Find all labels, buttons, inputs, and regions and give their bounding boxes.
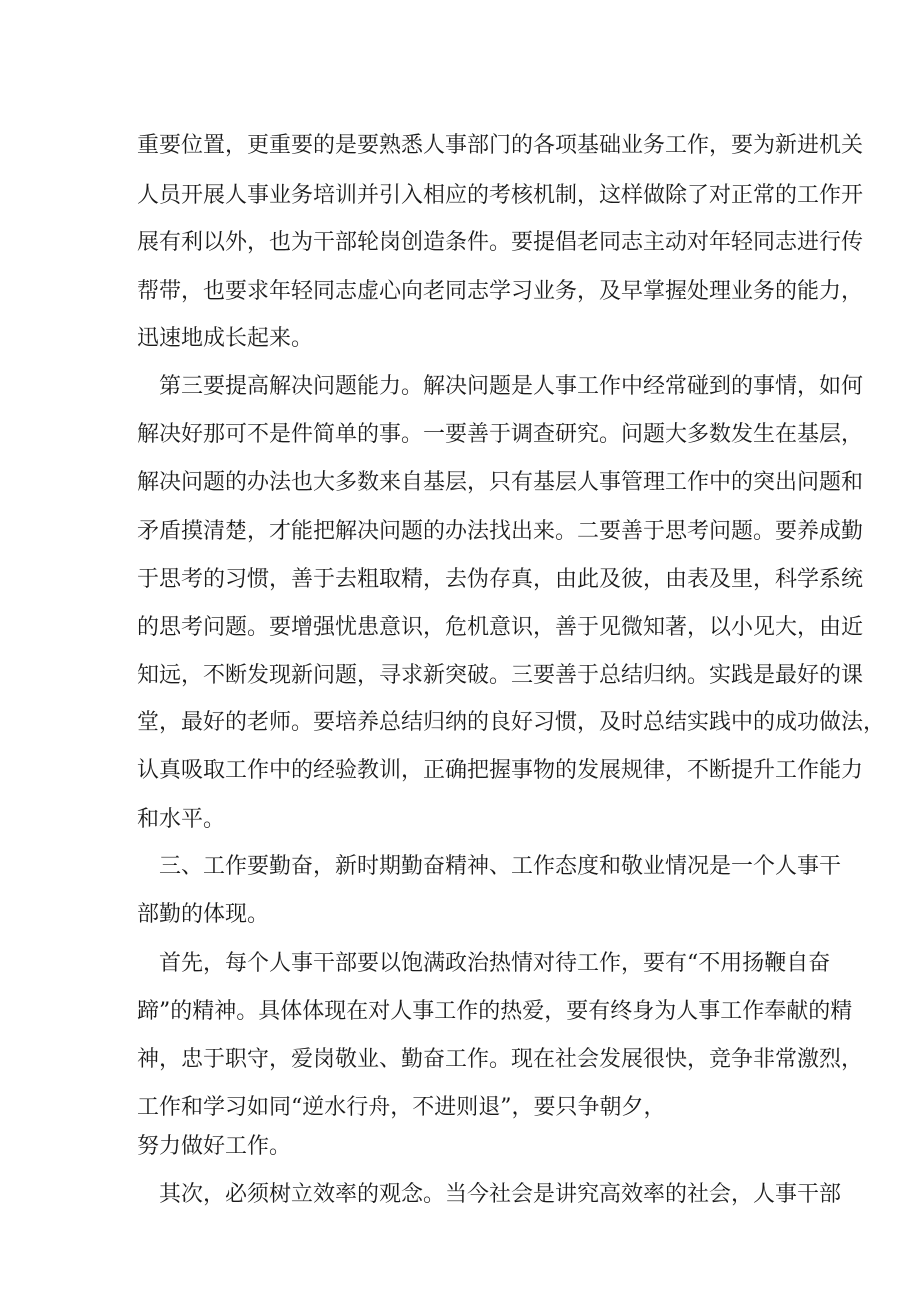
text-line: 和水平。 [137,807,226,832]
text-line: 知远，不断发现新问题，寻求新突破。三要善于总结归纳。实践是最好的课 [137,663,864,688]
text-line: 首先，每个人事干部要以饱满政治热情对待工作，要有“不用扬鞭自奋 [159,951,831,976]
text-line: 矛盾摸清楚，才能把解决问题的办法找出来。二要善于思考问题。要养成勤 [137,519,864,544]
text-line: 其次，必须树立效率的观念。当今社会是讲究高效率的社会，人事干部 [159,1182,842,1207]
text-line: 人员开展人事业务培训并引入相应的考核机制，这样做除了对正常的工作开 [137,183,864,208]
text-line: 蹄”的精神。具体体现在对人事工作的热爱，要有终身为人事工作奉献的精 [137,999,853,1024]
text-line: 第三要提高解决问题能力。解决问题是人事工作中经常碰到的事情，如何 [159,374,864,399]
text-line: 的思考问题。要增强忧患意识，危机意识，善于见微知著，以小见大，由近 [137,615,864,640]
text-line: 部勤的体现。 [137,902,270,927]
text-line: 工作和学习如同“逆水行舟，不进则退”，要只争朝夕， [137,1095,666,1120]
text-line: 展有利以外，也为干部轮岗创造条件。要提倡老同志主动对年轻同志进行传 [137,230,864,255]
text-line: 于思考的习惯，善于去粗取精，去伪存真，由此及彼，由表及里，科学系统 [137,567,864,592]
text-line: 认真吸取工作中的经验教训，正确把握事物的发展规律，不断提升工作能力 [137,758,864,783]
text-line: 神，忠于职守，爱岗敬业、勤奋工作。现在社会发展很快，竞争非常激烈， [137,1047,864,1072]
text-line: 迅速地成长起来。 [137,326,314,351]
text-line: 重要位置，更重要的是要熟悉人事部门的各项基础业务工作，要为新进机关 [137,133,864,158]
text-line: 解决好那可不是件简单的事。一要善于调查研究。问题大多数发生在基层， [137,422,864,447]
text-line: 解决问题的办法也大多数来自基层，只有基层人事管理工作中的突出问题和 [137,470,864,495]
text-line: 堂，最好的老师。要培养总结归纳的良好习惯，及时总结实践中的成功做法， [137,710,886,735]
text-line: 帮带，也要求年轻同志虚心向老同志学习业务，及早掌握处理业务的能力， [137,279,864,304]
text-line: 三、工作要勤奋，新时期勤奋精神、工作态度和敬业情况是一个人事干 [159,854,842,879]
text-line: 努力做好工作。 [137,1134,292,1159]
